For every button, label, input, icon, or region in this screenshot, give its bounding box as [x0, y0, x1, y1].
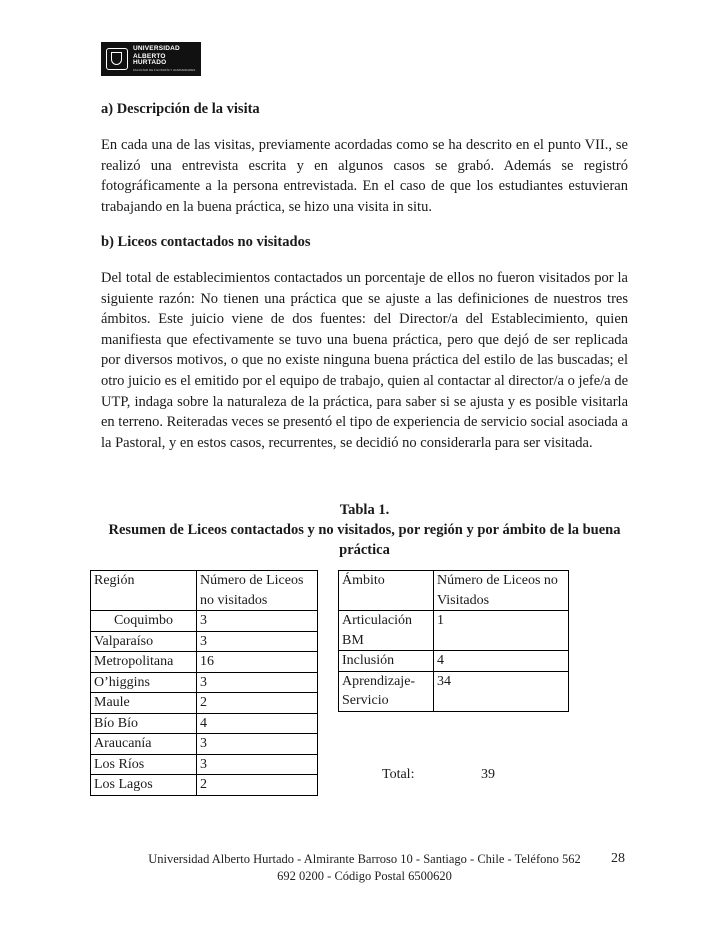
logo-text [133, 46, 201, 72]
section-a-paragraph: En cada una de las visitas, previamente acordadas como se ha descrito en el punto VII., se realizó una entrevista escrita y en algunos casos se grabó. Además se registró fotográficamente a la persona entrevistada. En el caso de que los estudiantes estuvieran trabajando en la buena práctica, se hizo una visita in situ. [101, 137, 628, 215]
header-count: Número de Liceos no Visitados [434, 571, 569, 611]
table-row [91, 754, 318, 775]
ambito-count: 1 [434, 611, 569, 651]
section-a-heading: a) Descripción de la visita [101, 101, 260, 117]
logo-line-1: UNIVERSIDAD [132, 45, 180, 53]
region-count: 2 [197, 775, 318, 796]
table-row [339, 651, 569, 672]
total-label: Total: [382, 767, 415, 782]
region-count: 2 [197, 693, 318, 714]
region-name: Bío Bío [91, 713, 197, 734]
footer-line-1: Universidad Alberto Hurtado - Almirante Barroso 10 - Santiago - Chile - Teléfono 562 [148, 852, 581, 866]
region-name: Metropolitana [91, 652, 197, 673]
region-table [90, 570, 318, 796]
table-row [339, 611, 569, 651]
total-value: 39 [481, 767, 495, 782]
header-region: Región [91, 571, 197, 611]
region-name: Maule [91, 693, 197, 714]
university-seal-icon [106, 48, 128, 70]
page-number: 28 [611, 851, 625, 866]
region-name: O’higgins [91, 672, 197, 693]
footer-line-2: 692 0200 - Código Postal 6500620 [277, 869, 452, 883]
table-header-row [339, 571, 569, 611]
table-row [91, 611, 318, 632]
header-ambito: Ámbito [339, 571, 434, 611]
page-footer [101, 851, 628, 885]
ambito-count: 4 [434, 651, 569, 672]
region-count: 16 [197, 652, 318, 673]
table-row [91, 631, 318, 652]
ambito-name: Inclusión [339, 651, 434, 672]
table-row [91, 734, 318, 755]
table-number: Tabla 1. [339, 502, 390, 518]
ambito-count: 34 [434, 671, 569, 711]
region-name: Los Ríos [91, 754, 197, 775]
table-row [339, 671, 569, 711]
table-row [91, 693, 318, 714]
region-name: Coquimbo [91, 611, 197, 632]
logo-line-3: FACULTAD DE FILOSOFÍA Y HUMANIDADES [132, 67, 196, 72]
ambito-name: Aprendizaje-Servicio [339, 671, 434, 711]
logo-line-2: ALBERTO HURTADO [132, 52, 167, 67]
region-name: Los Lagos [91, 775, 197, 796]
region-name: Valparaíso [91, 631, 197, 652]
region-count: 3 [197, 754, 318, 775]
university-logo [101, 42, 201, 76]
table-row [91, 713, 318, 734]
region-count: 3 [197, 672, 318, 693]
header-count: Número de Liceos no visitados [197, 571, 318, 611]
region-count: 3 [197, 734, 318, 755]
region-count: 4 [197, 713, 318, 734]
section-b-paragraph: Del total de establecimientos contactados un porcentaje de ellos no fueron visitados por la siguiente razón: No tienen una práctica que se ajuste a las definiciones de nuestros tres ámbitos. Este juicio viene de dos fuentes: del Director/a del Establecimiento, quien manifiesta que efectivamente se tuvo una buena práctica, pero que dejó de ser replicada por diversos motivos, o que no existe ninguna buena práctica del estilo de las buscadas; el otro juicio es el emitido por el equipo de trabajo, quien al contactar al director/a o jefe/a de UTP, indaga sobre la naturaleza de la práctica, para saber si se ajusta y es posible visitarla en terreno. Reiteradas veces se presentó el tipo de experiencia de servicio social asociada a la Pastoral, y en estos casos, recurrentes, se decidió no considerarla para ser visitada. [101, 270, 628, 451]
table-title: Resumen de Liceos contactados y no visitados, por región y por ámbito de la buena práctica [108, 522, 621, 558]
region-count: 3 [197, 631, 318, 652]
section-b-heading: b) Liceos contactados no visitados [101, 234, 311, 250]
table-row [91, 672, 318, 693]
table-row [91, 652, 318, 673]
table-header-row [91, 571, 318, 611]
region-count: 3 [197, 611, 318, 632]
ambito-table [338, 570, 569, 712]
region-name: Araucanía [91, 734, 197, 755]
table-row [91, 775, 318, 796]
ambito-name: Articulación BM [339, 611, 434, 651]
